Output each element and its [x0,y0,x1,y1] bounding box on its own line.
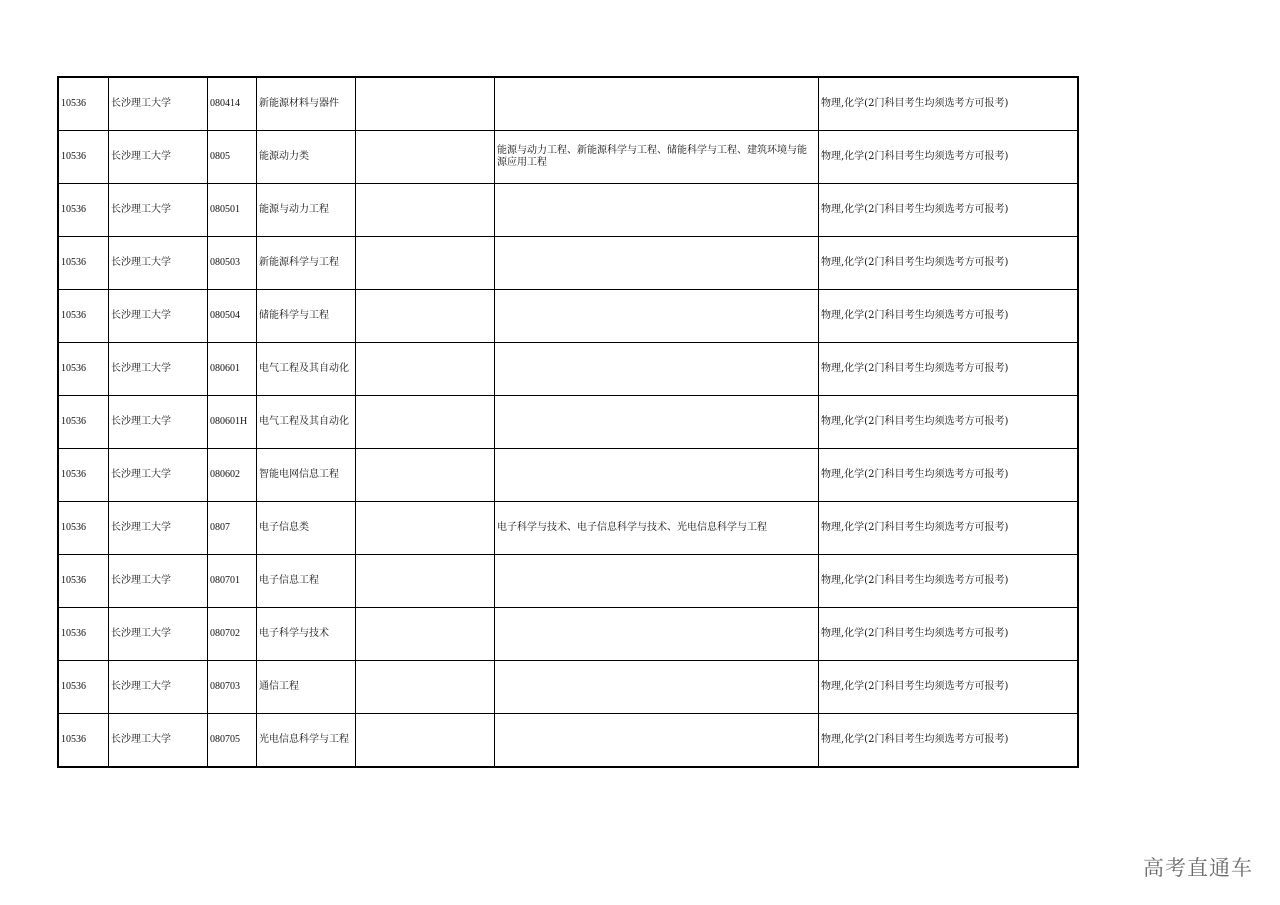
major-code-cell: 080702 [208,608,257,661]
included-majors-cell [495,237,819,290]
included-majors-cell [495,343,819,396]
major-code-cell: 080501 [208,184,257,237]
school-code-cell: 10536 [58,77,109,131]
table-row [58,290,1078,343]
subject-requirement-cell: 物理,化学(2门科目考生均须选考方可报考) [819,343,1079,396]
subject-requirement-cell: 物理,化学(2门科目考生均须选考方可报考) [819,661,1079,714]
subject-requirement-cell: 物理,化学(2门科目考生均须选考方可报考) [819,184,1079,237]
table-row [58,396,1078,449]
major-code-cell: 080701 [208,555,257,608]
blank-cell [356,502,495,555]
school-name-cell: 长沙理工大学 [109,555,208,608]
major-name-cell: 光电信息科学与工程 [257,714,356,768]
subject-requirement-cell: 物理,化学(2门科目考生均须选考方可报考) [819,77,1079,131]
subject-requirement-cell: 物理,化学(2门科目考生均须选考方可报考) [819,714,1079,768]
blank-cell [356,608,495,661]
school-code-cell: 10536 [58,714,109,768]
table-row [58,502,1078,555]
blank-cell [356,237,495,290]
table-row [58,714,1078,768]
subject-requirement-cell: 物理,化学(2门科目考生均须选考方可报考) [819,131,1079,184]
table-row [58,343,1078,396]
blank-cell [356,396,495,449]
school-code-cell: 10536 [58,343,109,396]
included-majors-cell [495,184,819,237]
major-code-cell: 080504 [208,290,257,343]
included-majors-cell [495,449,819,502]
included-majors-cell [495,396,819,449]
subject-requirement-cell: 物理,化学(2门科目考生均须选考方可报考) [819,290,1079,343]
school-name-cell: 长沙理工大学 [109,77,208,131]
major-code-cell: 080703 [208,661,257,714]
major-code-cell: 080503 [208,237,257,290]
included-majors-cell [495,608,819,661]
school-name-cell: 长沙理工大学 [109,131,208,184]
blank-cell [356,343,495,396]
school-code-cell: 10536 [58,184,109,237]
blank-cell [356,555,495,608]
blank-cell [356,449,495,502]
major-code-cell: 080601H [208,396,257,449]
subject-requirement-cell: 物理,化学(2门科目考生均须选考方可报考) [819,449,1079,502]
school-code-cell: 10536 [58,290,109,343]
school-code-cell: 10536 [58,237,109,290]
major-code-cell: 080705 [208,714,257,768]
school-name-cell: 长沙理工大学 [109,449,208,502]
included-majors-cell: 能源与动力工程、新能源科学与工程、储能科学与工程、建筑环境与能源应用工程 [495,131,819,184]
school-name-cell: 长沙理工大学 [109,184,208,237]
major-name-cell: 新能源科学与工程 [257,237,356,290]
major-code-cell: 0805 [208,131,257,184]
major-name-cell: 电子信息类 [257,502,356,555]
major-code-cell: 080414 [208,77,257,131]
school-name-cell: 长沙理工大学 [109,343,208,396]
school-name-cell: 长沙理工大学 [109,608,208,661]
subject-requirement-cell: 物理,化学(2门科目考生均须选考方可报考) [819,555,1079,608]
major-name-cell: 新能源材料与器件 [257,77,356,131]
major-name-cell: 储能科学与工程 [257,290,356,343]
table-body [58,77,1078,767]
major-name-cell: 通信工程 [257,661,356,714]
table-row [58,661,1078,714]
school-name-cell: 长沙理工大学 [109,396,208,449]
subject-requirement-cell: 物理,化学(2门科目考生均须选考方可报考) [819,502,1079,555]
school-name-cell: 长沙理工大学 [109,714,208,768]
major-code-cell: 080601 [208,343,257,396]
included-majors-cell [495,77,819,131]
blank-cell [356,131,495,184]
blank-cell [356,290,495,343]
table-row [58,184,1078,237]
major-name-cell: 电气工程及其自动化 [257,396,356,449]
included-majors-cell [495,714,819,768]
included-majors-cell [495,661,819,714]
major-name-cell: 智能电网信息工程 [257,449,356,502]
school-name-cell: 长沙理工大学 [109,502,208,555]
table-row [58,555,1078,608]
school-code-cell: 10536 [58,131,109,184]
major-code-cell: 080602 [208,449,257,502]
table-row [58,449,1078,502]
school-name-cell: 长沙理工大学 [109,290,208,343]
table-row [58,131,1078,184]
included-majors-cell [495,555,819,608]
major-name-cell: 电子信息工程 [257,555,356,608]
table-row [58,237,1078,290]
table-row [58,608,1078,661]
blank-cell [356,661,495,714]
major-name-cell: 电子科学与技术 [257,608,356,661]
school-name-cell: 长沙理工大学 [109,661,208,714]
table-row [58,77,1078,131]
major-name-cell: 能源与动力工程 [257,184,356,237]
school-code-cell: 10536 [58,502,109,555]
watermark-text: 高考直通车 [1143,856,1253,880]
major-name-cell: 电气工程及其自动化 [257,343,356,396]
subject-requirement-cell: 物理,化学(2门科目考生均须选考方可报考) [819,237,1079,290]
blank-cell [356,714,495,768]
school-code-cell: 10536 [58,555,109,608]
subject-requirement-cell: 物理,化学(2门科目考生均须选考方可报考) [819,396,1079,449]
blank-cell [356,184,495,237]
major-name-cell: 能源动力类 [257,131,356,184]
included-majors-cell [495,290,819,343]
school-code-cell: 10536 [58,608,109,661]
school-code-cell: 10536 [58,396,109,449]
blank-cell [356,77,495,131]
admission-requirements-table [57,76,1079,768]
major-code-cell: 0807 [208,502,257,555]
school-name-cell: 长沙理工大学 [109,237,208,290]
subject-requirement-cell: 物理,化学(2门科目考生均须选考方可报考) [819,608,1079,661]
included-majors-cell: 电子科学与技术、电子信息科学与技术、光电信息科学与工程 [495,502,819,555]
school-code-cell: 10536 [58,449,109,502]
school-code-cell: 10536 [58,661,109,714]
